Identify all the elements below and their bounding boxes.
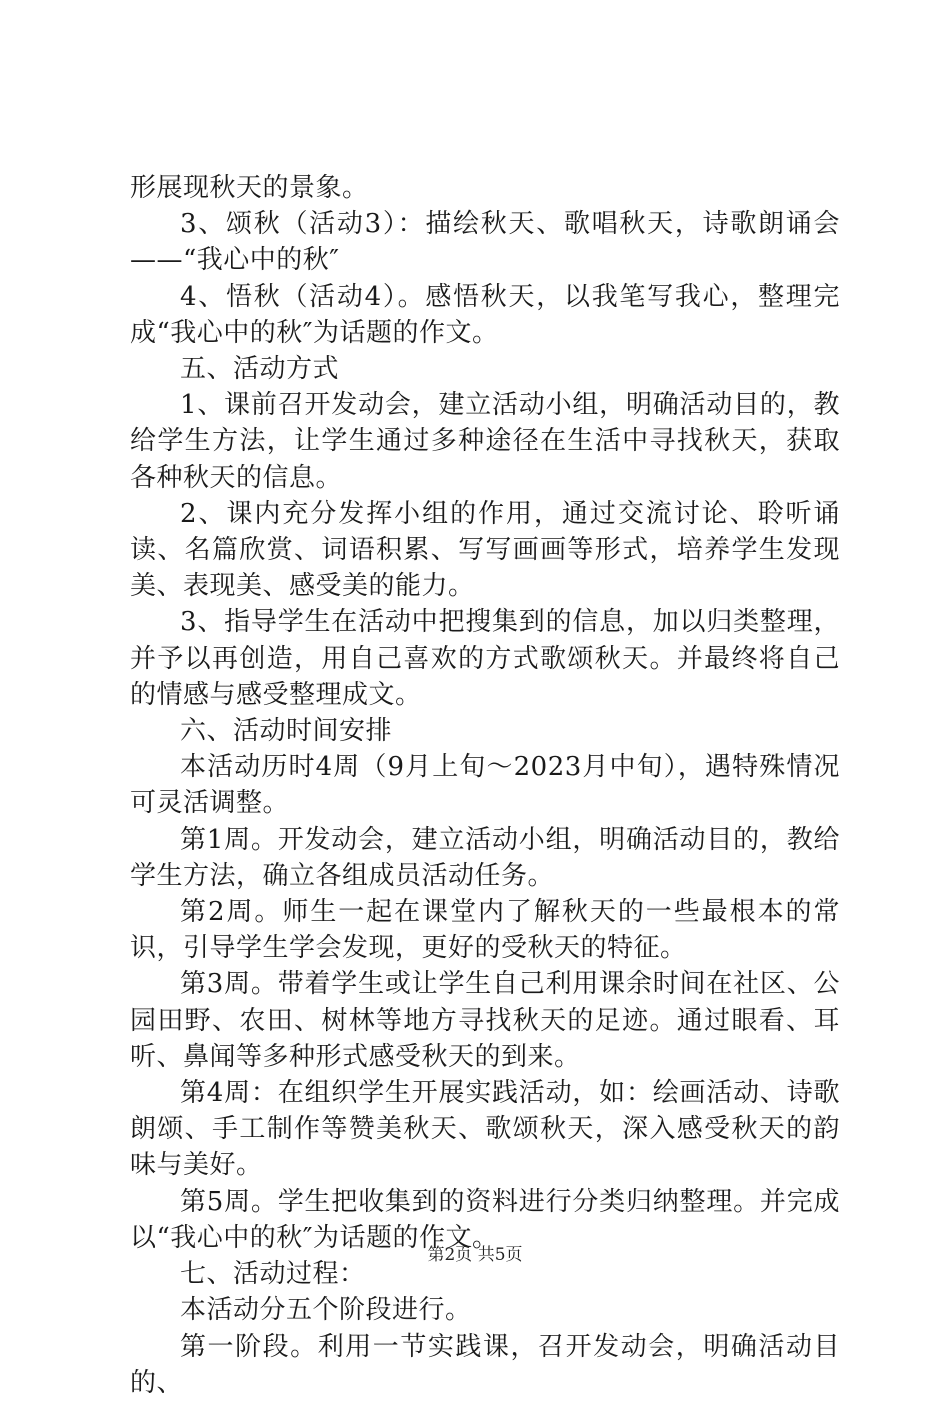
section-heading: 六、活动时间安排 <box>180 716 393 747</box>
paragraph: 形展现秋天的景象。 <box>130 173 369 203</box>
page-number-label: 第2页 共5页 <box>427 1245 523 1265</box>
paragraph: 4、悟秋（活动4）。感悟秋天，以我笔写我心，整理完成“我心中的秋″为话题的作文。 <box>130 281 840 348</box>
page-footer <box>0 1240 950 1265</box>
paragraph: 2、课内充分发挥小组的作用，通过交流讨论、聆听诵读、名篇欣赏、词语积累、写写画画等形式，培养学生发现美、表现美、感受美的能力。 <box>130 498 840 602</box>
section-heading: 五、活动方式 <box>180 354 340 385</box>
paragraph: 第4周：在组织学生开展实践活动，如：绘画活动、诗歌朗颂、手工制作等赞美秋天、歌颂秋天，深入感受秋天的韵味与美好。 <box>130 1078 840 1181</box>
paragraph: 1、课前召开发动会，建立活动小组，明确活动目的，教给学生方法，让学生通过多种途径在生活中寻找秋天，获取各种秋天的信息。 <box>130 390 840 493</box>
paragraph: 本活动历时4周（9月上旬～2023月中旬），遇特殊情况可灵活调整。 <box>130 752 840 819</box>
document-body <box>130 170 840 1401</box>
paragraph: 第一阶段。利用一节实践课，召开发动会，明确活动目的、 <box>130 1331 840 1398</box>
paragraph: 第1周。开发动会，建立活动小组，明确活动目的，教给学生方法，确立各组成员活动任务。 <box>130 824 840 891</box>
paragraph: 第3周。带着学生或让学生自己利用课余时间在社区、公园田野、农田、树林等地方寻找秋天的足迹。通过眼看、耳听、鼻闻等多种形式感受秋天的到来。 <box>130 969 840 1072</box>
paragraph: 第2周。师生一起在课堂内了解秋天的一些最根本的常识，引导学生学会发现，更好的受秋天的特征。 <box>130 897 840 964</box>
paragraph: 3、指导学生在活动中把搜集到的信息，加以归类整理，并予以再创造，用自己喜欢的方式歌颂秋天。并最终将自己的情感与感受整理成文。 <box>130 607 840 710</box>
paragraph: 本活动分五个阶段进行。 <box>180 1295 472 1326</box>
section-heading: 七、活动过程： <box>180 1259 366 1290</box>
paragraph: 第5周。学生把收集到的资料进行分类归纳整理。并完成以“我心中的秋″为话题的作文。 <box>130 1186 840 1253</box>
paragraph: 3、颂秋（活动3）：描绘秋天、歌唱秋天，诗歌朗诵会——“我心中的秋″ <box>130 209 840 276</box>
